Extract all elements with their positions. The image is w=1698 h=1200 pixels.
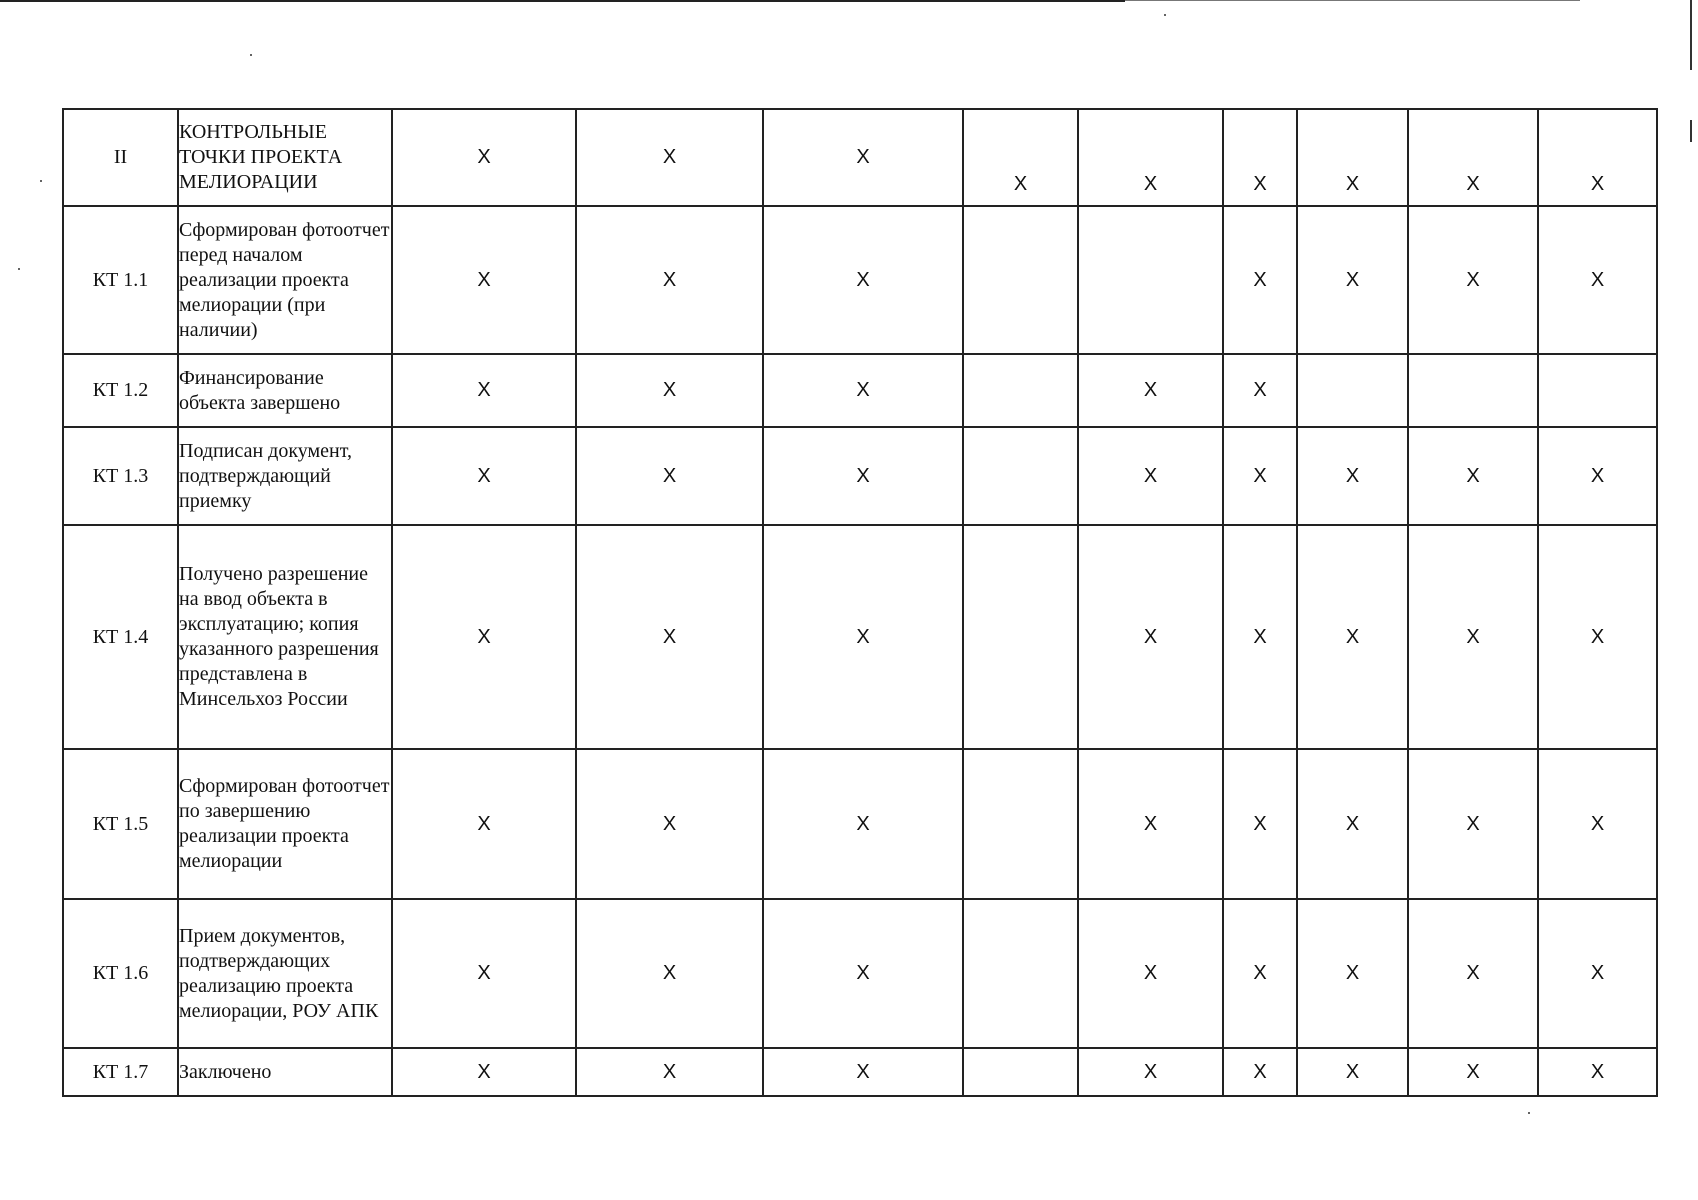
row-code: КТ 1.5 — [63, 749, 178, 899]
scan-speck — [250, 54, 252, 56]
mark-cell — [1408, 354, 1538, 427]
mark-cell: X — [1223, 525, 1297, 749]
mark-cell: X — [1297, 749, 1408, 899]
table-row — [63, 427, 1657, 525]
mark-cell: X — [576, 206, 763, 354]
mark-cell: X — [1297, 1048, 1408, 1096]
mark-cell: X — [392, 749, 576, 899]
row-code: КТ 1.2 — [63, 354, 178, 427]
mark-cell: X — [763, 749, 963, 899]
mark-cell — [963, 899, 1078, 1048]
mark-cell: X — [1297, 427, 1408, 525]
table-row — [63, 749, 1657, 899]
row-title: Финансирование объекта завершено — [178, 354, 392, 427]
mark-cell: X — [1297, 206, 1408, 354]
mark-cell: X — [1408, 899, 1538, 1048]
mark-cell: X — [1078, 1048, 1223, 1096]
mark-cell — [963, 749, 1078, 899]
row-code: КТ 1.4 — [63, 525, 178, 749]
mark-cell: X — [1538, 749, 1657, 899]
mark-cell: X — [1408, 1048, 1538, 1096]
scan-edge-mark — [1690, 0, 1692, 70]
mark-cell: X — [576, 899, 763, 1048]
table-row — [63, 1048, 1657, 1096]
mark-cell: X — [763, 206, 963, 354]
mark-cell: X — [1223, 427, 1297, 525]
mark-cell: X — [763, 899, 963, 1048]
mark-cell — [1538, 354, 1657, 427]
mark-cell: X — [576, 525, 763, 749]
mark-cell: X — [392, 206, 576, 354]
mark-cell: X — [763, 109, 963, 206]
mark-cell: X — [1078, 749, 1223, 899]
mark-cell: X — [1538, 1048, 1657, 1096]
mark-cell — [1297, 354, 1408, 427]
control-points-table — [62, 108, 1658, 1097]
mark-cell: X — [1078, 109, 1223, 206]
table-row — [63, 525, 1657, 749]
mark-cell: X — [1078, 899, 1223, 1048]
mark-cell: X — [1297, 899, 1408, 1048]
mark-cell: X — [963, 109, 1078, 206]
mark-cell: X — [1223, 109, 1297, 206]
mark-cell: X — [1408, 206, 1538, 354]
mark-cell: X — [576, 354, 763, 427]
table-body — [63, 109, 1657, 1096]
mark-cell: X — [1078, 525, 1223, 749]
row-code: КТ 1.3 — [63, 427, 178, 525]
row-code: II — [63, 109, 178, 206]
row-title: Сформирован фотоотчет перед началом реализации проекта мелиорации (при наличии) — [178, 206, 392, 354]
mark-cell: X — [1297, 109, 1408, 206]
mark-cell: X — [763, 525, 963, 749]
top-rule-faint — [1125, 0, 1580, 1]
mark-cell: X — [576, 427, 763, 525]
mark-cell: X — [1538, 525, 1657, 749]
mark-cell: X — [392, 427, 576, 525]
row-title: Подписан документ, подтверждающий приемку — [178, 427, 392, 525]
table-row — [63, 899, 1657, 1048]
mark-cell: X — [1223, 206, 1297, 354]
mark-cell: X — [392, 109, 576, 206]
mark-cell: X — [392, 899, 576, 1048]
table-row — [63, 109, 1657, 206]
row-title: Сформирован фотоотчет по завершению реализации проекта мелиорации — [178, 749, 392, 899]
row-title: Получено разрешение на ввод объекта в эксплуатацию; копия указанного разрешения представлена в Минсельхоз России — [178, 525, 392, 749]
mark-cell: X — [763, 354, 963, 427]
mark-cell: X — [1078, 354, 1223, 427]
mark-cell: X — [1538, 427, 1657, 525]
row-code: КТ 1.1 — [63, 206, 178, 354]
mark-cell: X — [1223, 899, 1297, 1048]
row-title: Прием документов, подтверждающих реализацию проекта мелиорации, РОУ АПК — [178, 899, 392, 1048]
table-row — [63, 206, 1657, 354]
scan-speck — [40, 180, 42, 182]
scan-edge-mark — [1690, 120, 1692, 142]
row-code: КТ 1.7 — [63, 1048, 178, 1096]
scan-speck — [18, 268, 20, 270]
mark-cell: X — [1078, 427, 1223, 525]
mark-cell — [963, 427, 1078, 525]
mark-cell: X — [576, 1048, 763, 1096]
row-code: КТ 1.6 — [63, 899, 178, 1048]
mark-cell: X — [763, 1048, 963, 1096]
scan-speck — [1164, 14, 1166, 16]
row-title: Заключено — [178, 1048, 392, 1096]
mark-cell: X — [392, 1048, 576, 1096]
mark-cell: X — [1223, 354, 1297, 427]
top-rule — [0, 0, 1125, 2]
mark-cell: X — [1223, 1048, 1297, 1096]
mark-cell: X — [763, 427, 963, 525]
table-row — [63, 354, 1657, 427]
mark-cell: X — [1223, 749, 1297, 899]
mark-cell: X — [1408, 749, 1538, 899]
scan-speck — [1528, 1112, 1530, 1114]
mark-cell: X — [1408, 427, 1538, 525]
mark-cell — [963, 206, 1078, 354]
mark-cell — [1078, 206, 1223, 354]
mark-cell: X — [392, 354, 576, 427]
mark-cell: X — [1297, 525, 1408, 749]
row-title: КОНТРОЛЬНЫЕ ТОЧКИ ПРОЕКТА МЕЛИОРАЦИИ — [178, 109, 392, 206]
mark-cell: X — [392, 525, 576, 749]
mark-cell — [963, 354, 1078, 427]
mark-cell: X — [1408, 525, 1538, 749]
mark-cell: X — [576, 749, 763, 899]
mark-cell — [963, 525, 1078, 749]
mark-cell: X — [1408, 109, 1538, 206]
mark-cell: X — [576, 109, 763, 206]
mark-cell — [963, 1048, 1078, 1096]
mark-cell: X — [1538, 109, 1657, 206]
mark-cell: X — [1538, 206, 1657, 354]
mark-cell: X — [1538, 899, 1657, 1048]
